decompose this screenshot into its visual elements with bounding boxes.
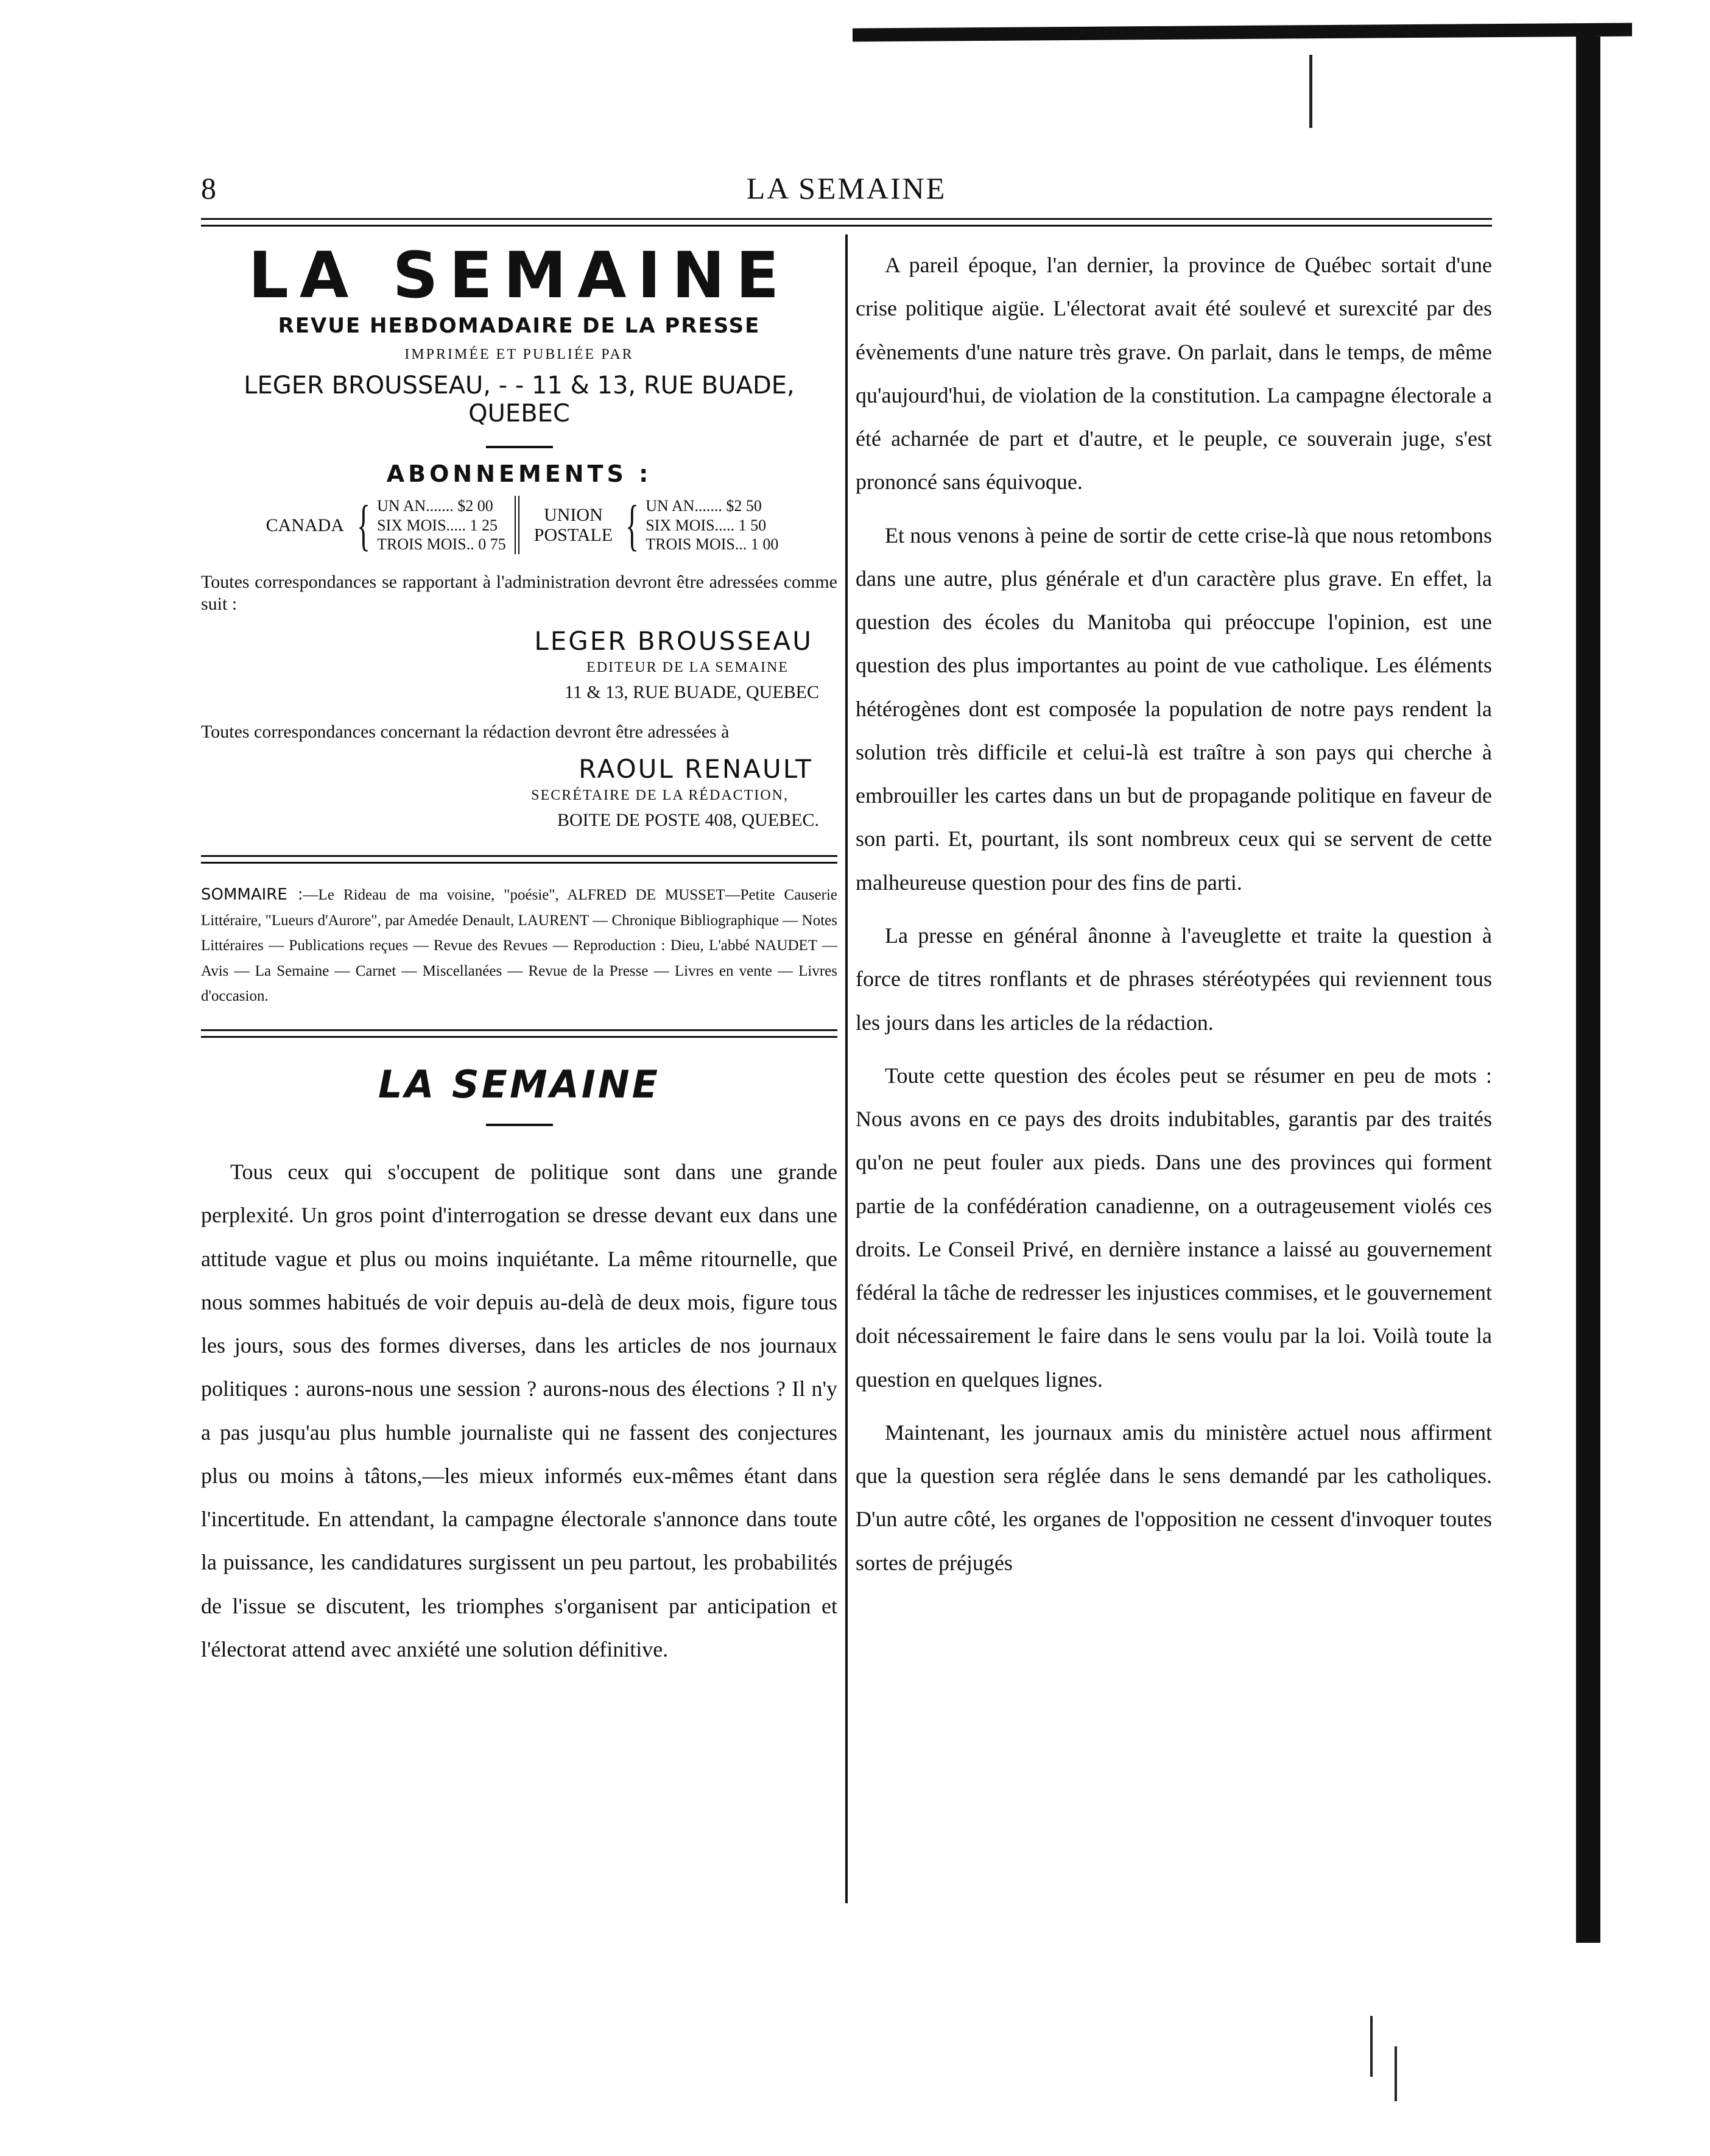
rate-row: TROIS MOIS.. 0 75 — [377, 535, 506, 553]
subscription-region-union — [528, 505, 619, 545]
column-separator — [845, 234, 848, 1903]
editor-address: BOITE DE POSTE 408, QUEBEC. — [557, 810, 819, 831]
union-label-line1: UNION — [544, 505, 603, 526]
sommaire-label: SOMMAIRE : — [201, 886, 303, 904]
double-rule-separator — [515, 496, 519, 554]
header-rule — [201, 218, 1492, 227]
table-of-contents — [201, 882, 837, 1009]
rate-row: UN AN....... $2 00 — [377, 497, 493, 515]
section-rule — [201, 1029, 837, 1038]
rate-row: SIX MOIS..... 1 50 — [646, 516, 767, 534]
right-column — [856, 244, 1492, 1585]
admin-name: LEGER BROUSSEAU — [534, 626, 813, 657]
printed-by-line: IMPRIMÉE ET PUBLIÉE PAR — [404, 347, 634, 363]
publisher-line: LEGER BROUSSEAU, - - 11 & 13, RUE BUADE, QUEBEC — [244, 372, 795, 428]
divider — [486, 1124, 553, 1126]
article-paragraph: La presse en général ânonne à l'aveuglette et traite la question à force de titres ronflants et de phrases stéréotypées qui reviennent tous les jours dans les articles de la rédaction. — [856, 923, 1492, 1035]
subscriptions-table — [201, 494, 837, 557]
scan-speck — [1395, 2046, 1397, 2101]
rate-row: UN AN....... $2 50 — [646, 497, 762, 515]
scan-speck — [1309, 55, 1312, 128]
editor-correspondence-note: Toutes correspondances concernant la rédaction devront être adressées à — [201, 722, 730, 742]
article-paragraph: A pareil époque, l'an dernier, la province de Québec sortait d'une crise politique aigüe. L'électorat avait été soulevé et surexcité par des évènements d'une nature très grave. On parlait, dans le temps, de même qu'aujourd'hui, de violation de la constitution. La campagne électorale a été acharnée de part et d'autre, et le peuple, ce souverain juge, s'est prononcé sans équivoque. — [856, 253, 1492, 495]
subscription-region-canada: CANADA — [266, 515, 344, 535]
article-title: LA SEMAINE — [378, 1062, 661, 1107]
scan-edge-top — [853, 23, 1632, 42]
admin-correspondence-note: Toutes correspondances se rapportant à l'administration devront être adressées comme suit : — [201, 572, 837, 615]
section-rule — [201, 855, 837, 864]
running-title: LA SEMAINE — [746, 171, 947, 205]
article-paragraph: Maintenant, les journaux amis du ministère actuel nous affirment que la question sera réglée dans le sens demandé par les catholiques. D'un autre côté, les organes de l'opposition ne cessent d'invoquer toutes sortes de préjugés — [856, 1420, 1492, 1575]
article-paragraph: Et nous venons à peine de sortir de cette crise-là que nous retombons dans une autre, plus générale et d'un caractère plus grave. En effet, la question des écoles du Manitoba qui préoccupe l'opinion, est une question des plus importantes au point de vue catholique. Les éléments hétérogènes dont est composée la population de notre pays rendent la solution très difficile et celui-là est traître à son pays qui cherche à embrouiller les cartes dans un but de propagande politique en faveur de son parti. Et, pourtant, ils sont nombreux ceux qui se servent de cette malheureuse question pour des fins de parti. — [856, 523, 1492, 895]
editor-title: SECRÉTAIRE DE LA RÉDACTION, — [531, 787, 789, 804]
admin-address: 11 & 13, RUE BUADE, QUEBEC — [564, 682, 819, 703]
brace-glyph: { — [625, 494, 639, 557]
article-paragraph: Toute cette question des écoles peut se résumer en peu de mots : Nous avons en ce pays des droits indubitables, garantis par des traités qu'on ne peut fouler aux pieds. Dans une des provinces qui forment partie de la confédération canadienne, on a outrageusement violés ces droits. Le Conseil Privé, en dernière instance a laissé au gouvernement fédéral la tâche de redresser les injustices commises, et le gouvernement doit nécessairement le faire dans le sens voulu par la loi. Voilà toute la question en quelques lignes. — [856, 1063, 1492, 1392]
brace-glyph: { — [357, 494, 371, 557]
divider — [486, 446, 553, 448]
subscriptions-title: ABONNEMENTS : — [386, 460, 652, 488]
rate-row: TROIS MOIS... 1 00 — [646, 535, 779, 553]
rate-row: SIX MOIS..... 1 25 — [377, 516, 498, 534]
page-header — [201, 171, 1492, 219]
masthead-title: LA SEMAINE — [248, 238, 790, 312]
editor-name: RAOUL RENAULT — [579, 754, 813, 784]
sommaire-text: —Le Rideau de ma voisine, "poésie", ALFRED DE MUSSET—Petite Causerie Littéraire, "Lueurs d'Aurore", par Amedée Denault, LAURENT — Chronique Bibliographique — Notes Littéraires — Publications reçues — Revue des Revues — Reproduction : Dieu, L'abbé NAUDET — Avis — La Semaine — Carnet — Miscellanées — Revue de la Presse — Livres en vente — Livres d'occasion. — [201, 887, 837, 1004]
subscription-rates-union — [646, 496, 778, 554]
scan-edge-right — [1576, 37, 1600, 1943]
admin-title: EDITEUR DE LA SEMAINE — [586, 660, 789, 676]
union-label-line2: POSTALE — [533, 525, 613, 546]
subscription-rates-canada — [377, 496, 506, 554]
article-paragraph: Tous ceux qui s'occupent de politique sont dans une grande perplexité. Un gros point d'interrogation se dresse devant eux dans une attitude vague et plus ou moins inquiétante. La même ritournelle, que nous sommes habitués de voir depuis au-delà de deux mois, figure tous les jours, sous des formes diverses, dans les articles de nos journaux politiques : aurons-nous une session ? aurons-nous des élections ? Il n'y a pas jusqu'au plus humble journaliste qui ne fassent des conjectures plus ou moins à tâtons,—les mieux informés eux-mêmes étant dans l'incertitude. En attendant, la campagne électorale s'annonce dans toute la puissance, les candidatures surgissent un peu partout, les probabilités de l'issue se discutent, les triomphes s'organisent par anticipation et l'électorat attend avec anxiété une solution définitive. — [201, 1160, 837, 1661]
scan-speck — [1370, 2016, 1373, 2077]
left-column — [201, 231, 837, 1671]
page-number: 8 — [201, 171, 216, 205]
masthead-subtitle: REVUE HEBDOMADAIRE DE LA PRESSE — [278, 314, 761, 339]
